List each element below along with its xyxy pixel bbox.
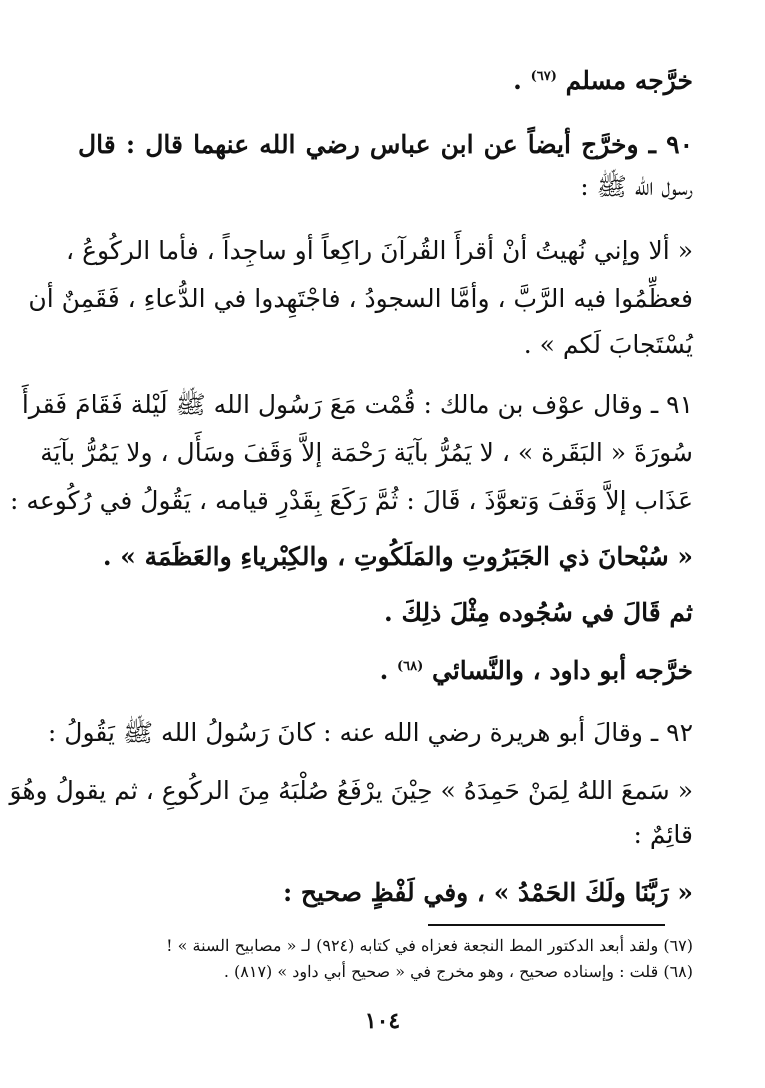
text-line-4: « ألا وإني نُهيتُ أنْ أقرأَ القُرآنَ راكِعاً أو ساجِداً ، فأما الركُوعُ ، xyxy=(66,236,693,265)
footnote-68: (٦٨) قلت : وإسناده صحيح ، وهو مخرج في « صحيح أبي داود » (٨١٧) . xyxy=(223,962,693,981)
text-line-9: عَذَاب إلاَّ وَقَفَ وَتعوَّذَ ، قَالَ : ثُمَّ رَكَعَ بِقَدْرِ قيامه ، يَقُولُ في رُكُوعه : xyxy=(10,486,693,515)
line-1-end: . xyxy=(513,66,522,95)
line-12-end: . xyxy=(379,656,389,685)
footnote-67: (٦٧) ولقد أبعد الدكتور المط النجعة فعزاه في كتابه (٩٢٤) لـ « مصابيح السنة » ! xyxy=(166,936,693,955)
text-line-16: « رَبَّنَا ولَكَ الحَمْدُ » ، وفي لَفْظٍ صحيح : xyxy=(282,878,693,907)
text-line-1 xyxy=(513,64,693,103)
line-1-text: خرَّجه مسلم xyxy=(565,66,693,95)
footnote-separator xyxy=(428,924,665,926)
page-number: ١٠٤ xyxy=(364,1008,401,1034)
text-line-6: يُسْتَجابَ لَكم » . xyxy=(523,330,693,359)
footnote-ref-68: (٦٨) xyxy=(397,659,424,674)
text-line-14: « سَمعَ اللهُ لِمَنْ حَمِدَهُ » حِيْنَ يرْفَعُ صُلْبَهُ مِنَ الركُوعِ ، ثم يقولُ وهُوَ xyxy=(9,776,693,805)
text-line-13: ٩٢ ـ وقالَ أبو هريرة رضي الله عنه : كانَ رَسُولُ الله ﷺ يَقُولُ : xyxy=(47,718,693,747)
text-line-7: ٩١ ـ وقال عوْف بن مالك : قُمْت مَعَ رَسُول الله ﷺ لَيْلة فَقَامَ فَقرأَ xyxy=(21,390,693,419)
line-12-text: خرَّجه أبو داود ، والنَّسائي xyxy=(432,656,693,685)
text-line-12 xyxy=(380,654,693,693)
text-line-8: سُورَةَ « البَقَرة » ، لا يَمُرُّ بآيَة رَحْمَة إلاَّ وَقَفَ وسَأَل ، ولا يَمُرُّ بآيَة xyxy=(40,438,693,467)
text-line-5: فعظِّمُوا فيه الرَّبَّ ، وأمَّا السجودُ ، فاجْتَهِدوا في الدُّعاءِ ، فَقَمِنٌ أن xyxy=(28,284,693,313)
text-line-3: رسول الله ﷺ : xyxy=(580,172,693,201)
text-line-10: « سُبْحانَ ذي الجَبَرُوتِ والمَلَكُوتِ ، والكِبْرياءِ والعَظَمَة » . xyxy=(102,542,693,571)
text-line-2: ٩٠ ـ وخرَّج أيضاً عن ابن عباس رضي الله عنهما قال : قال xyxy=(78,130,693,159)
footnote-ref-67: (٦٧) xyxy=(530,69,557,84)
text-line-15: قائِمٌ : xyxy=(633,820,693,849)
text-line-11: ثم قَالَ في سُجُوده مِثْلَ ذلِكَ . xyxy=(384,598,693,627)
